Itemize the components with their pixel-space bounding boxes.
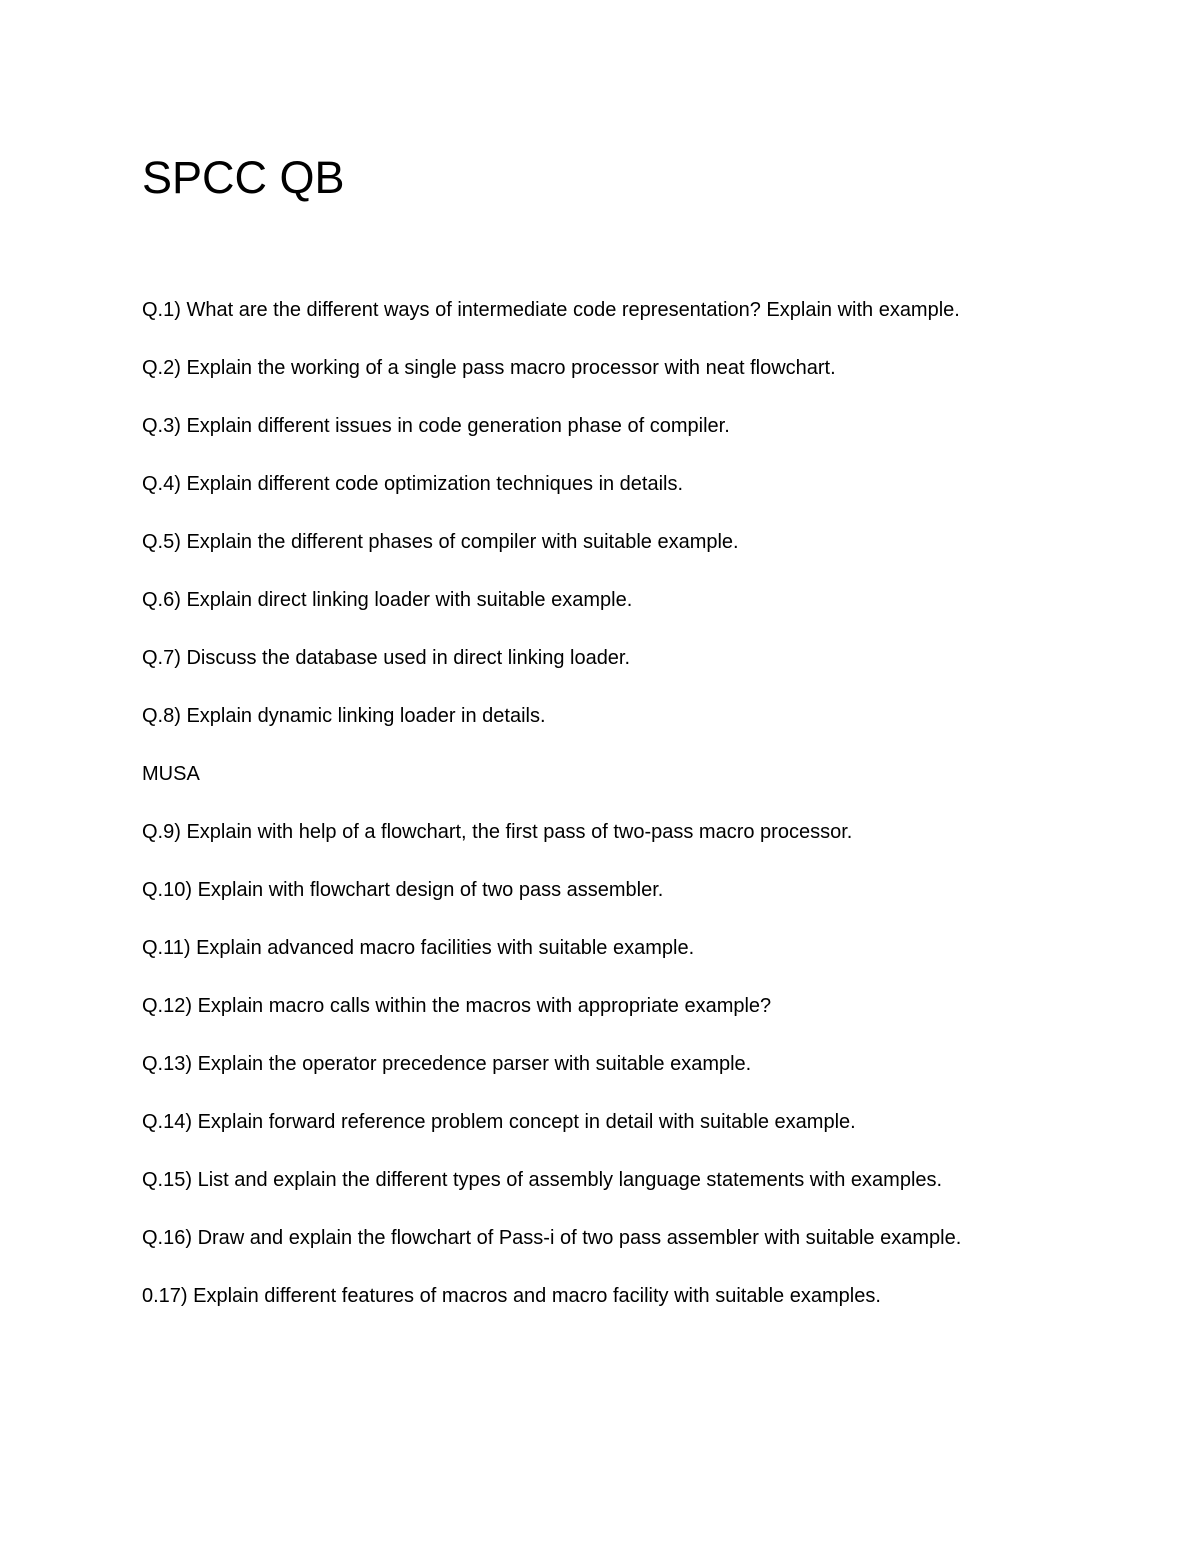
question-item-13: Q.13) Explain the operator precedence parser with suitable example.: [142, 1053, 752, 1075]
question-item-9: Q.9) Explain with help of a flowchart, the first pass of two-pass macro processor.: [142, 821, 853, 843]
question-item-15: Q.15) List and explain the different types of assembly language statements with examples.: [142, 1169, 943, 1191]
question-item-1: Q.1) What are the different ways of intermediate code representation? Explain with example.: [142, 299, 960, 321]
question-item-3: Q.3) Explain different issues in code generation phase of compiler.: [142, 415, 730, 437]
question-item-4: Q.4) Explain different code optimization techniques in details.: [142, 473, 684, 495]
question-item-7: Q.7) Discuss the database used in direct linking loader.: [142, 647, 631, 669]
question-item-16: Q.16) Draw and explain the flowchart of Pass-i of two pass assembler with suitable example.: [142, 1227, 962, 1249]
question-item-8: Q.8) Explain dynamic linking loader in details.: [142, 705, 546, 727]
question-item-2: Q.2) Explain the working of a single pass macro processor with neat flowchart.: [142, 357, 836, 379]
document-title: SPCC QB: [142, 152, 345, 203]
question-item-17: 0.17) Explain different features of macros and macro facility with suitable examples.: [142, 1285, 881, 1307]
question-item-14: Q.14) Explain forward reference problem concept in detail with suitable example.: [142, 1111, 856, 1133]
question-item-10: Q.10) Explain with flowchart design of two pass assembler.: [142, 879, 664, 901]
section-label-musa: MUSA: [142, 763, 200, 785]
question-item-5: Q.5) Explain the different phases of compiler with suitable example.: [142, 531, 739, 553]
question-item-6: Q.6) Explain direct linking loader with suitable example.: [142, 589, 633, 611]
question-item-12: Q.12) Explain macro calls within the macros with appropriate example?: [142, 995, 772, 1017]
question-item-11: Q.11) Explain advanced macro facilities with suitable example.: [142, 937, 695, 959]
question-list: [142, 296, 1072, 1340]
